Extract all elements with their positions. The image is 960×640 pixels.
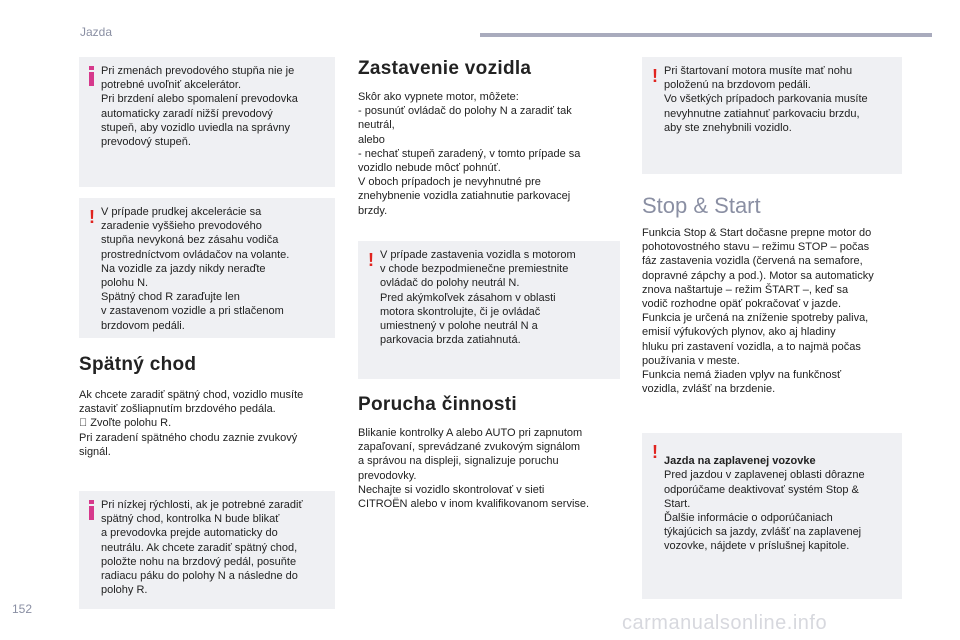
warning-icon: ! [652, 442, 658, 462]
watermark: carmanualsonline.info [622, 612, 828, 634]
stopping-body-text: Skôr ako vypnete motor, môžete: - posunúť ovládač do polohy N a zaradiť tak neutrál, alebo - nechať stupeň zaradený, v tomto prípade sa vozidlo nebude môcť pohnúť. V oboch prípadoch je nevyhnutné pre znehybnenie vozidla zatiahnutie parkovacej brzdy. [358, 91, 581, 217]
note-text: Pri zmenách prevodového stupňa nie je potrebné uvoľniť akcelerátor. Pri brzdení alebo spomalení prevodovka automaticky zaradí nižší prevodový stupeň, aby vozidlo uviedla na správny prevodový stupeň. [101, 65, 298, 149]
section-heading-stopping: Zastavenie vozidla [358, 58, 532, 79]
section-heading-malfunction: Porucha činnosti [358, 394, 517, 415]
malfunction-body-text: Blikanie kontrolky A alebo AUTO pri zapnutom zapaľovaní, sprevádzané zvukovým signálom a správou na displeji, signalizuje poruchu prevodovky. Nechajte si vozidlo skontrolovať v sieti CITROËN alebo v inom kvalifikovanom servise. [358, 427, 590, 511]
warning-icon: ! [368, 250, 374, 270]
warning-note-flooded-road [642, 433, 902, 599]
warning-title: Jazda na zaplavenej vozovke [664, 455, 816, 468]
warning-text: V prípade zastavenia vozidla s motorom v chode bezpodmienečne premiestnite ovládač do polohy neutrál N. Pred akýmkoľvek zásahom v oblasti motora skontrolujte, či je ovládač umiestnený v polohe neutrál N a parkovacia brzda zatiahnutá. [380, 249, 576, 347]
info-icon [87, 500, 96, 520]
chapter-title: Jazda [80, 25, 113, 39]
warning-text: Pred jazdou v zaplavenej oblasti dôrazne odporúčame deaktivovať systém Stop & Start. Ďalšie informácie o odporúčaniach týkajúcich sa jazdy, zvlášť na zaplavenej vozovke, nájdete v príslušnej kapitole. [664, 469, 865, 553]
warning-note-engine-running [358, 241, 620, 379]
warning-text: Pri štartovaní motora musíte mať nohu položenú na brzdovom pedáli. Vo všetkých prípadoch parkovania musíte nevyhnutne zatiahnuť parkovaciu brzdu, aby ste znehybnili vozidlo. [664, 65, 868, 134]
page-number: 152 [12, 602, 33, 616]
warning-icon: ! [89, 207, 95, 227]
info-icon [87, 66, 96, 86]
warning-content [664, 440, 890, 568]
warning-text: V prípade prudkej akcelerácie sa zaradenie vyššieho prevodového stupňa nevykoná bez zásahu vodiča prostredníctvom ovládačov na volante. Na vozidle za jazdy nikdy neraďte polohu N. Spätný chod R zaraďujte len v zastavenom vozidle a pri stlačenom brzdovom pedáli. [101, 206, 290, 332]
stop-start-body-text: Funkcia Stop & Start dočasne prepne motor do pohotovostného stavu – režimu STOP – počas fáz zastavenia vozidla (červená na semafore, dopravné zápchy a pod.). Motor sa automaticky znova naštartuje – režim ŠTART –, keď sa vodič rozhodne opäť pokračovať v jazde. Funkcia je určená na zníženie spotreby paliva, emisií výfukových plynov, ako aj hladiny hluku pri zastavení vozidla, a to najmä počas používania v meste. Funkcia nemá žiaden vplyv na funkčnosť vozidla, zvlášť na brzdenie. [642, 227, 874, 396]
info-note-gear-change [79, 57, 335, 187]
warning-icon: ! [652, 66, 658, 86]
warning-note-starting [642, 57, 902, 174]
warning-note-acceleration [79, 198, 335, 338]
section-heading-stop-start: Stop & Start [642, 193, 761, 218]
info-note-low-speed [79, 491, 335, 609]
header-rule [480, 33, 932, 37]
section-heading-reverse: Spätný chod [79, 354, 197, 375]
reverse-body-text: Ak chcete zaradiť spätný chod, vozidlo musíte zastaviť zošliapnutím brzdového pedála. Zvoľte polohu R. Pri zaradení spätného chodu zaznie zvukový signál. [79, 389, 304, 458]
note-text: Pri nízkej rýchlosti, ak je potrebné zaradiť spätný chod, kontrolka N bude blikať a prevodovka prejde automaticky do neutrálu. Ak chcete zaradiť spätný chod, položte nohu na brzdový pedál, posuňte radiacu páku do polohy N a následne do polohy R. [101, 499, 303, 597]
